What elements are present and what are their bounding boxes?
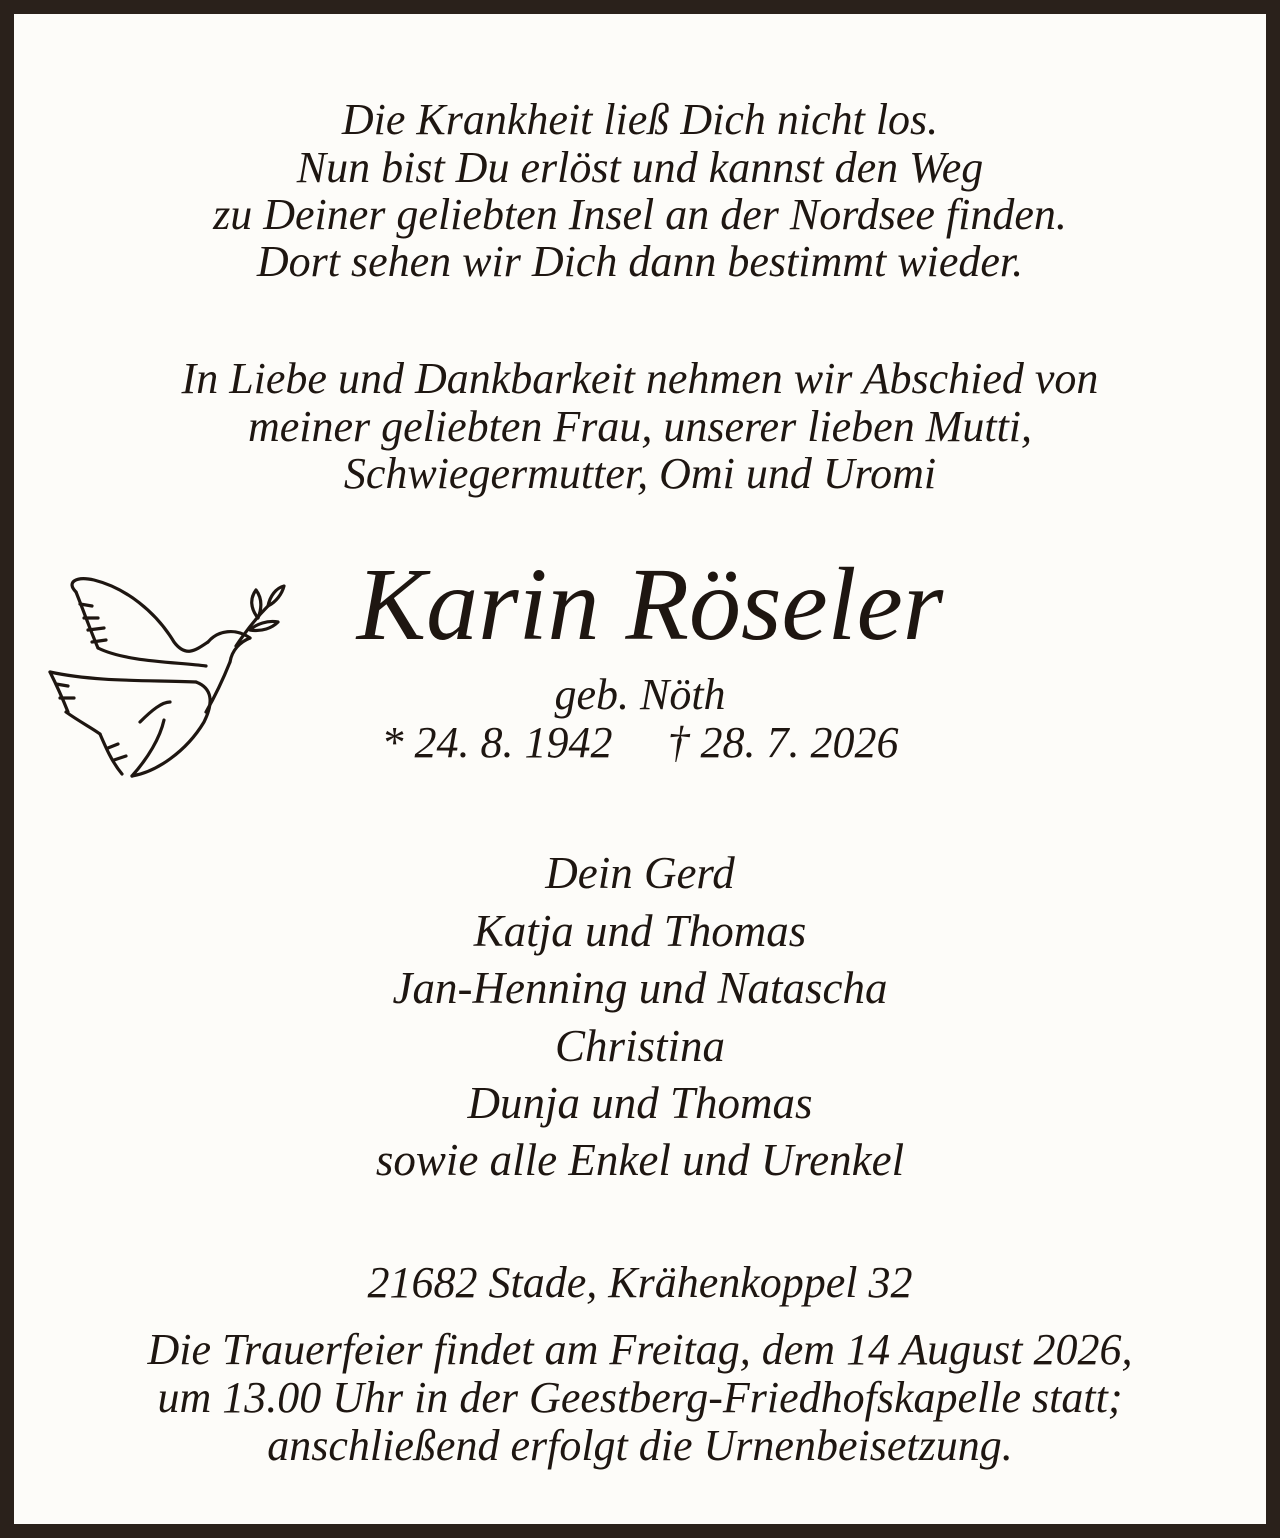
verse-line-2: Nun bist Du erlöst und kannst den Weg: [296, 143, 984, 192]
mourner-line-3: Jan-Henning und Natascha: [392, 963, 888, 1013]
mourner-line-4: Christina: [554, 1021, 726, 1071]
deceased-name: Karin Röseler: [356, 547, 944, 662]
mourner-line-5: Dunja und Thomas: [467, 1078, 813, 1128]
verse-line-1: Die Krankheit ließ Dich nicht los.: [341, 95, 939, 144]
notice-line-1: Die Trauerfeier findet am Freitag, dem 14 August 2026,: [147, 1325, 1133, 1374]
maiden-name: geb. Nöth: [554, 670, 726, 719]
mourner-line-1: Dein Gerd: [545, 848, 735, 898]
notice-line-3: anschließend erfolgt die Urnenbeisetzung.: [267, 1421, 1013, 1470]
verse-line-3: zu Deiner geliebten Insel an der Nordsee finden.: [213, 190, 1067, 239]
intro-line-3: Schwiegermutter, Omi und Uromi: [343, 449, 937, 498]
mourner-line-2: Katja und Thomas: [473, 906, 807, 956]
verse-line-4: Dort sehen wir Dich dann bestimmt wieder.: [256, 237, 1024, 286]
notice-line-2: um 13.00 Uhr in der Geestberg-Friedhofskapelle statt;: [157, 1373, 1123, 1422]
life-dates: * 24. 8. 1942 † 28. 7. 2026: [381, 718, 899, 767]
intro-line-1: In Liebe und Dankbarkeit nehmen wir Abschied von: [181, 354, 1099, 403]
mourner-line-6: sowie alle Enkel und Urenkel: [375, 1135, 905, 1185]
intro-line-2: meiner geliebten Frau, unserer lieben Mutti,: [247, 402, 1033, 451]
address: 21682 Stade, Krähenkoppel 32: [367, 1258, 913, 1307]
